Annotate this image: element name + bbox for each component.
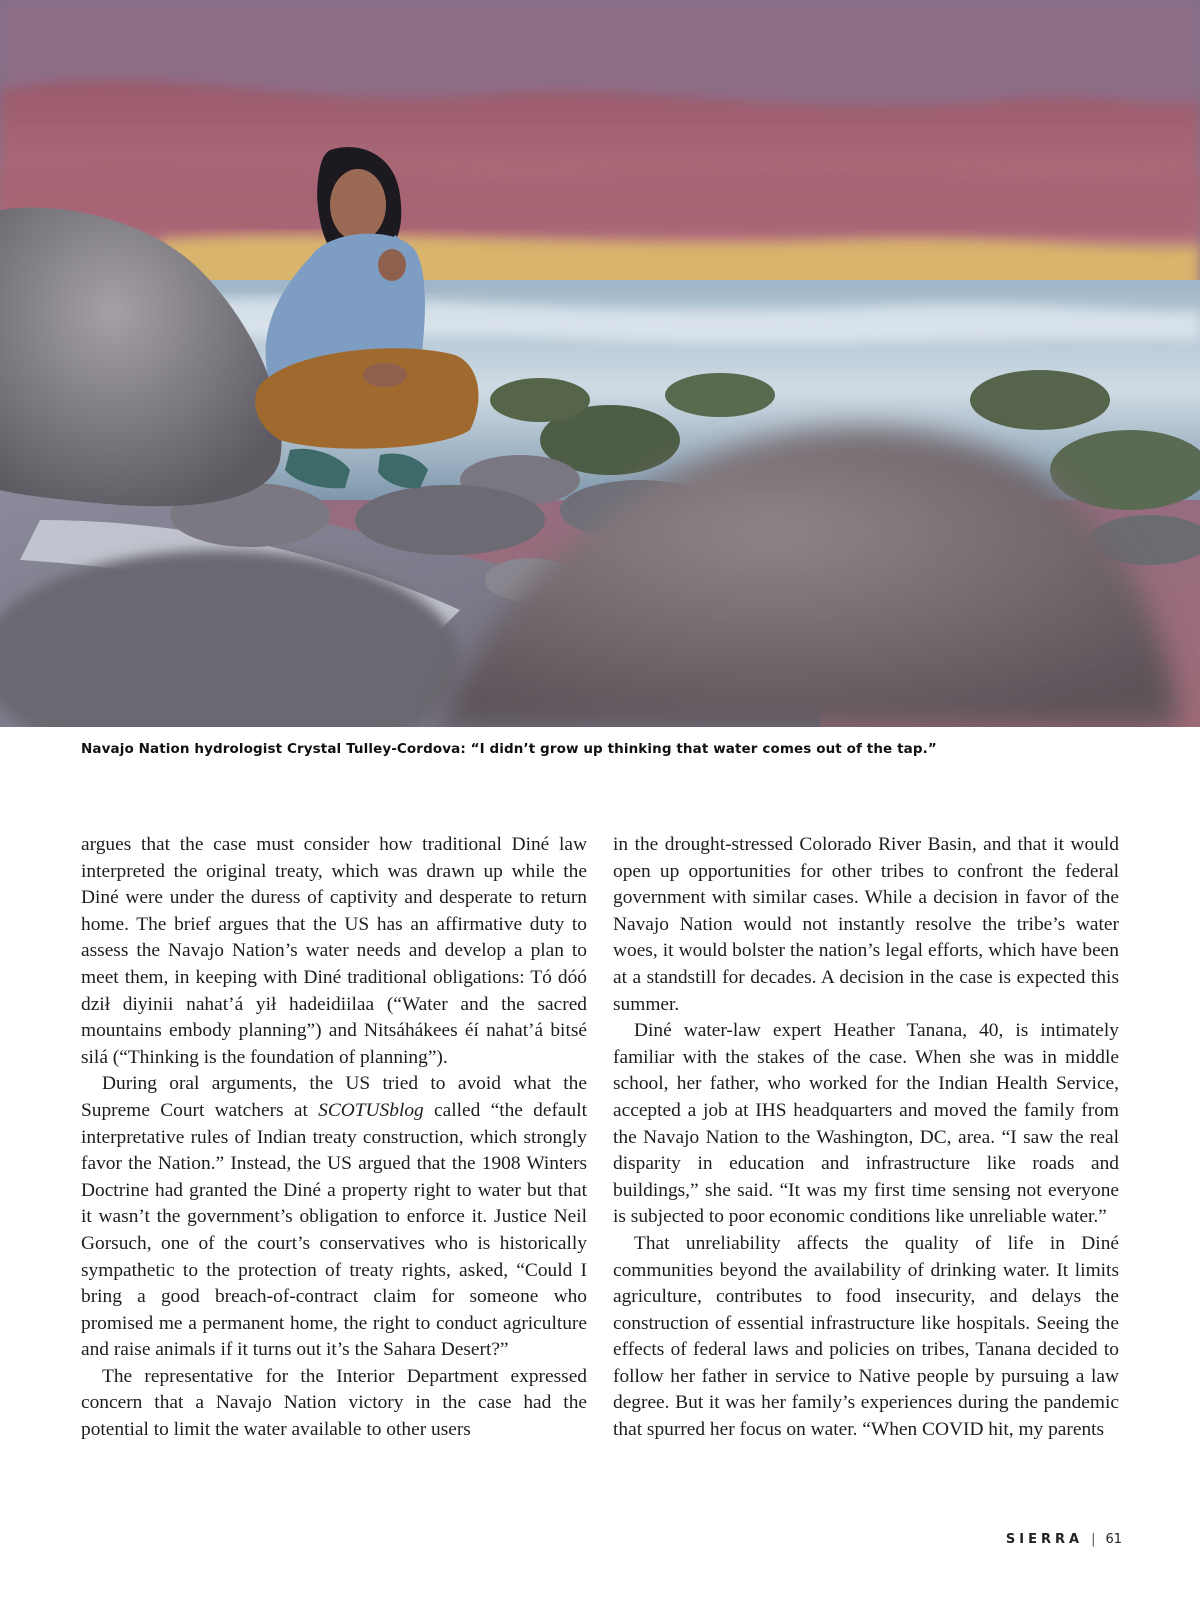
folio-separator: | [1091,1532,1096,1547]
text-run: called “the default interpretative rules of Indian treaty construction, which strongly favor the Nation.” Instead, the US argued that the 1908 Winters Doctrine had granted the Diné a property right to water but that it wasn’t the government’s obligation to enforce it. Justice Neil Gorsuch, one of the court’s conservatives who is historically sympathetic to the protection of treaty rights, asked, “Could I bring a good breach-of-contract claim for someone who promised me a permanent home, the right to conduct agriculture and raise animals if it turns out it’s the Sahara Desert?” [81,1099,588,1361]
page-folio [1006,1532,1122,1547]
paragraph: That unreliability affects the quality of life in Diné communities beyond the availability of drinking water. It limits agriculture, contributes to food insecurity, and delays the construction of essential infrastructure like hospitals. Seeing the effects of federal laws and policies on tribes, Tanana decided to follow her father in service to Native people by pursuing a law degree. But it was her family’s experiences during the pandemic that spurred her focus on water. “When COVID hit, my parents [613,1232,1119,1441]
river-scene-illustration [0,0,1200,727]
article-column-right [613,832,1119,1444]
paragraph [81,1071,587,1364]
paragraph: Diné water-law expert Heather Tanana, 40, is intimately familiar with the stakes of the case. When she was in middle school, her father, who worked for the Indian Health Service, accepted a job at IHS headquarters and moved the family from the Navajo Nation to the Washington, DC, area. “I saw the real disparity in education and infrastructure like roads and buildings,” she said. “It was my first time sensing not everyone is subjected to poor economic conditions like unreliable water.” [613,1020,1119,1228]
magazine-name: SIERRA [1005,1532,1084,1547]
photo-caption: Navajo Nation hydrologist Crystal Tulley-Cordova: “I didn’t grow up thinking that water comes out of the tap.” [81,741,937,757]
paragraph: argues that the case must consider how traditional Diné law interpreted the original treaty, which was drawn up while the Diné were under the duress of captivity and desperate to return home. The brief argues that the US has an affirmative duty to assess the Navajo Nation’s water needs and develop a plan to meet them, in keeping with Diné traditional obligations: Tó dóó dził diyinii nahat’á yił hadeidiilaa (“Water and the sacred mountains embody planning”) and Nitsáhákees éí nahat’á bitsé silá (“Thinking is the foundation of planning”). [81,834,587,1068]
text-run: During oral arguments, the US tried to avoid what the Supreme Court watchers at [81,1073,587,1121]
paragraph: The representative for the Interior Department expressed concern that a Navajo Nation victory in the case had the potential to limit the water available to other users [81,1365,587,1441]
hero-photo [0,0,1200,727]
article-column-left [81,832,587,1444]
page-number: 61 [1105,1532,1122,1547]
paragraph: in the drought-stressed Colorado River Basin, and that it would open up opportunities for other tribes to confront the federal government with similar cases. While a decision in favor of the Navajo Nation would not instantly resolve the tribe’s water woes, it would bolster the nation’s legal efforts, which have been at a standstill for decades. A decision in the case is expected this summer. [613,834,1119,1015]
italic-publication-name: SCOTUSblog [318,1099,424,1121]
